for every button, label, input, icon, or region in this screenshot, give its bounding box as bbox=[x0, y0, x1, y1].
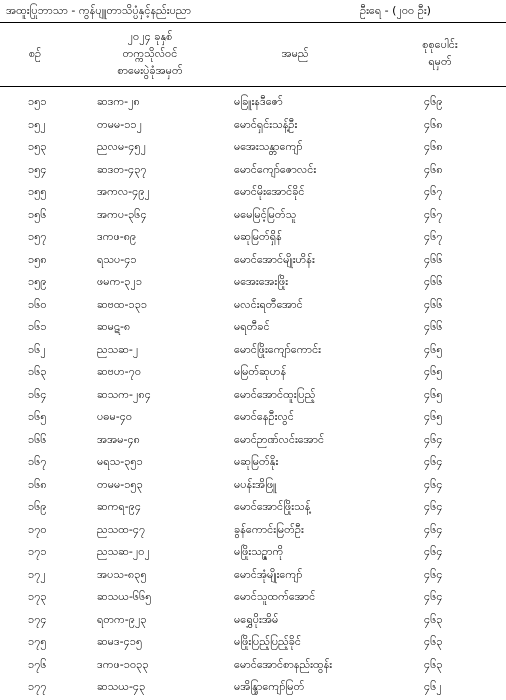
row-number: ၁၇၄ bbox=[28, 612, 47, 626]
total-score: ၄၆၅ bbox=[424, 342, 443, 356]
total-score: ၄၆၄ bbox=[424, 545, 443, 558]
table-row bbox=[0, 272, 506, 295]
row-number: ၁၅၄ bbox=[28, 162, 47, 176]
table-row bbox=[0, 430, 506, 453]
exam-id: ဒကဖ-၈၉ bbox=[97, 230, 137, 243]
table-row bbox=[0, 250, 506, 273]
score-header-line2: ရမှတ် bbox=[428, 55, 452, 68]
table-row bbox=[0, 385, 506, 408]
row-number: ၁၆၉ bbox=[28, 500, 47, 513]
student-name: မဖြိုးပြည့်ပြည့်ခိုင် bbox=[234, 635, 302, 648]
student-name: မောင်အောင်ထူးပြည့် bbox=[234, 387, 316, 401]
table-row bbox=[0, 317, 506, 340]
exam-id: ဆသက-၂၈၄ bbox=[97, 387, 151, 401]
student-name: မောင်မိုးအောင်ခိုင် bbox=[234, 185, 305, 198]
row-number: ၁၆၀ bbox=[28, 297, 47, 311]
row-number: ၁၅၅ bbox=[28, 185, 47, 198]
table-row bbox=[0, 227, 506, 250]
total-score: ၄၆၆ bbox=[424, 297, 443, 311]
row-number: ၁၅၉ bbox=[28, 275, 47, 288]
exam-id: အအမ-၄၈ bbox=[97, 432, 140, 446]
table-row bbox=[0, 632, 506, 655]
subject-title: အထူးပြုဘာသာ - ကွန်ပျူတာသိပ္ပံနှင့်နည်းပညာ bbox=[6, 4, 191, 17]
exam-id: အကလ-၄၉၂ bbox=[97, 185, 150, 198]
document-header-bar bbox=[0, 0, 506, 24]
student-name: မဖြိုးသဉ္ဇာကို bbox=[234, 545, 284, 558]
student-name: မောင်အုံမျိုးကျော် bbox=[234, 567, 303, 581]
table-row bbox=[0, 677, 506, 700]
exam-id: ဆဗဟ-၇၀ bbox=[97, 365, 142, 378]
table-row bbox=[0, 295, 506, 318]
student-name: မမြတ်ဆုဟန် bbox=[234, 365, 287, 378]
table-row bbox=[0, 497, 506, 520]
student-name: မအေးသန္တာကျော် bbox=[234, 140, 303, 153]
row-number: ၁၅၂ bbox=[28, 117, 46, 131]
row-number: ၁၇၃ bbox=[28, 590, 47, 603]
total-score: ၄၆၄ bbox=[424, 477, 443, 491]
student-name: မောင်အောင်မျိုးဟိန်း bbox=[234, 252, 315, 266]
student-name: မပန်းအိဖြူ bbox=[234, 477, 277, 491]
table-row bbox=[0, 362, 506, 385]
total-score: ၄၆၄ bbox=[424, 455, 443, 468]
exam-id: ဆသယ-၄၃ bbox=[97, 680, 146, 693]
student-name: မဆုမြတ်ရှိန် bbox=[234, 230, 282, 243]
total-score: ၄၆၆ bbox=[424, 252, 443, 266]
row-number: ၁၆၈ bbox=[28, 477, 47, 491]
table-row bbox=[0, 182, 506, 205]
exam-id: တမမ-၁၁၂ bbox=[97, 117, 143, 131]
student-name: မောင်နေဦးလွင် bbox=[234, 410, 294, 423]
student-name: မခြူးနဒီဇော် bbox=[234, 95, 283, 108]
exam-id: ရတက-၉၂၃ bbox=[97, 612, 147, 626]
exam-header-line3: စာမေးပွဲခုံအမှတ် bbox=[117, 64, 183, 77]
exam-id: ပဓမ-၄၀ bbox=[97, 410, 133, 423]
student-name: မောင်အောင်စာနည်းထွန်း bbox=[234, 657, 333, 671]
row-number: ၁၅၆ bbox=[28, 207, 47, 221]
total-score: ၄၆၄ bbox=[424, 567, 443, 581]
student-name: မရွှေပိုးအိမ် bbox=[234, 612, 279, 626]
exam-id: ဆကရ-၉၄ bbox=[97, 500, 142, 513]
student-name: မအိန္ဒြာကျော်မြတ် bbox=[234, 680, 305, 693]
total-score: ၄၆၃ bbox=[424, 612, 443, 626]
row-number: ၁၆၇ bbox=[28, 455, 47, 468]
total-score: ၄၆၄ bbox=[424, 432, 443, 446]
total-score: ၄၆၄ bbox=[424, 590, 443, 603]
total-score: ၄၆၄ bbox=[424, 500, 443, 513]
row-number: ၁၆၆ bbox=[28, 432, 47, 446]
table-row bbox=[0, 565, 506, 588]
column-header-score bbox=[400, 36, 480, 70]
table-row bbox=[0, 407, 506, 430]
column-header-exam-id bbox=[95, 28, 205, 79]
total-score: ၄၆၅ bbox=[424, 410, 443, 423]
header-rule bbox=[0, 22, 506, 23]
table-row bbox=[0, 475, 506, 498]
exam-id: ရသပ-၄၁ bbox=[97, 252, 137, 266]
table-header-rule bbox=[0, 86, 506, 87]
student-name: မောင်ဖြိုးကျော်ကောင်း bbox=[234, 342, 321, 356]
table-row bbox=[0, 115, 506, 138]
results-table-body bbox=[0, 92, 506, 700]
total-score: ၄၆၆ bbox=[424, 275, 443, 288]
score-header-line1: စုစုပေါင်း bbox=[422, 38, 458, 51]
exam-header-line2: တက္ကသိုလ်ဝင် bbox=[122, 47, 178, 60]
total-score: ၄၆၂ bbox=[424, 680, 442, 693]
student-name: မောင်ဉာဏ်လင်းအောင် bbox=[234, 432, 325, 446]
row-number: ၁၇၂ bbox=[28, 567, 46, 581]
total-score: ၄၆၇ bbox=[424, 207, 443, 221]
student-name: မောင်အောင်ဖြိုးသန့် bbox=[234, 500, 311, 513]
column-header-no: စဉ် bbox=[28, 47, 42, 60]
row-number: ၁၇၅ bbox=[28, 635, 47, 648]
total-score: ၄၆၄ bbox=[424, 522, 443, 536]
table-row bbox=[0, 137, 506, 160]
table-header bbox=[0, 24, 506, 86]
total-score: ၄၆၃ bbox=[424, 635, 443, 648]
total-score: ၄၆၈ bbox=[424, 162, 443, 176]
exam-id: အကပ-၃၆၄ bbox=[97, 207, 147, 221]
row-number: ၁၅၁ bbox=[28, 95, 47, 108]
table-row bbox=[0, 340, 506, 363]
exam-header-line1: ၂၀၂၄ ခုနှစ် bbox=[127, 30, 173, 43]
exam-id: တမမ-၁၅၃ bbox=[97, 477, 143, 491]
exam-id: ဆဗထ-၁၃၁ bbox=[97, 297, 148, 311]
student-name: မရတီခင် bbox=[234, 320, 270, 333]
table-row bbox=[0, 452, 506, 475]
student-name: မဆုမြတ်နိုး bbox=[234, 455, 279, 468]
row-number: ၁၇၁ bbox=[28, 545, 47, 558]
row-number: ၁၅၈ bbox=[28, 252, 47, 266]
row-number: ၁၆၄ bbox=[28, 387, 47, 401]
student-name: မမေမြင့်မြတ်သူ bbox=[234, 207, 297, 221]
student-name: မလင်းရတီအောင် bbox=[234, 297, 303, 311]
exam-id: ညသထ-၄၇ bbox=[97, 522, 146, 536]
row-number: ၁၅၃ bbox=[28, 140, 47, 153]
exam-id: ညသဆ-၂ bbox=[97, 342, 139, 356]
student-name: မအေးအေးဖြိုး bbox=[234, 275, 289, 288]
exam-id: ဆသယ-၆၆၅ bbox=[97, 590, 152, 603]
row-number: ၁၇၀ bbox=[28, 522, 47, 536]
student-count: ဦးရေ - (၂၀၀ ဦး) bbox=[360, 4, 431, 17]
table-row bbox=[0, 520, 506, 543]
table-row bbox=[0, 587, 506, 610]
row-number: ၁၆၁ bbox=[28, 320, 47, 333]
student-name: မောင်သူထက်အောင် bbox=[234, 590, 316, 603]
total-score: ၄၆၃ bbox=[424, 657, 443, 671]
table-row bbox=[0, 160, 506, 183]
total-score: ၄၆၅ bbox=[424, 387, 443, 401]
student-name: မောင်ရှင်းသန့်ဦး bbox=[234, 117, 298, 131]
column-header-name: အမည် bbox=[281, 47, 309, 60]
row-number: ၁၇၆ bbox=[28, 657, 47, 671]
row-number: ၁၆၃ bbox=[28, 365, 47, 378]
row-number: ၁၆၂ bbox=[28, 342, 46, 356]
table-row bbox=[0, 542, 506, 565]
exam-id: မရသ-၃၅၁ bbox=[97, 455, 143, 468]
exam-id: ညသဆ-၂၀၂ bbox=[97, 545, 150, 558]
exam-id: ဆဒက-၂၈ bbox=[97, 95, 140, 108]
total-score: ၄၆၇ bbox=[424, 185, 443, 198]
exam-id: အပသ-၈၃၅ bbox=[97, 567, 147, 581]
total-score: ၄၆၅ bbox=[424, 365, 443, 378]
table-row bbox=[0, 610, 506, 633]
exam-id: ဆမဋ-၈ bbox=[97, 320, 131, 333]
exam-id: ဖမက-၃၂၁ bbox=[97, 275, 143, 288]
table-row bbox=[0, 92, 506, 115]
row-number: ၁၆၅ bbox=[28, 410, 47, 423]
total-score: ၄၆၇ bbox=[424, 230, 443, 243]
row-number: ၁၇၇ bbox=[28, 680, 47, 693]
row-number: ၁၅၇ bbox=[28, 230, 47, 243]
total-score: ၄၆၉ bbox=[424, 95, 443, 108]
student-name: မောင်ကျော်ဇောလင်း bbox=[234, 162, 317, 176]
total-score: ၄၆၆ bbox=[424, 320, 443, 333]
student-name: ခွန်ကောင်းမြတ်ဦး bbox=[234, 522, 304, 536]
table-row bbox=[0, 205, 506, 228]
exam-id: ညလမ-၄၅၂ bbox=[97, 140, 146, 153]
total-score: ၄၆၈ bbox=[424, 117, 443, 131]
exam-id: ဆမဒ-၄၁၅ bbox=[97, 635, 143, 648]
total-score: ၄၆၈ bbox=[424, 140, 443, 153]
exam-id: ဒကဖ-၁၀၃၃ bbox=[97, 657, 149, 671]
table-row bbox=[0, 655, 506, 678]
exam-id: ဆဒတ-၄၃၇ bbox=[97, 162, 147, 176]
